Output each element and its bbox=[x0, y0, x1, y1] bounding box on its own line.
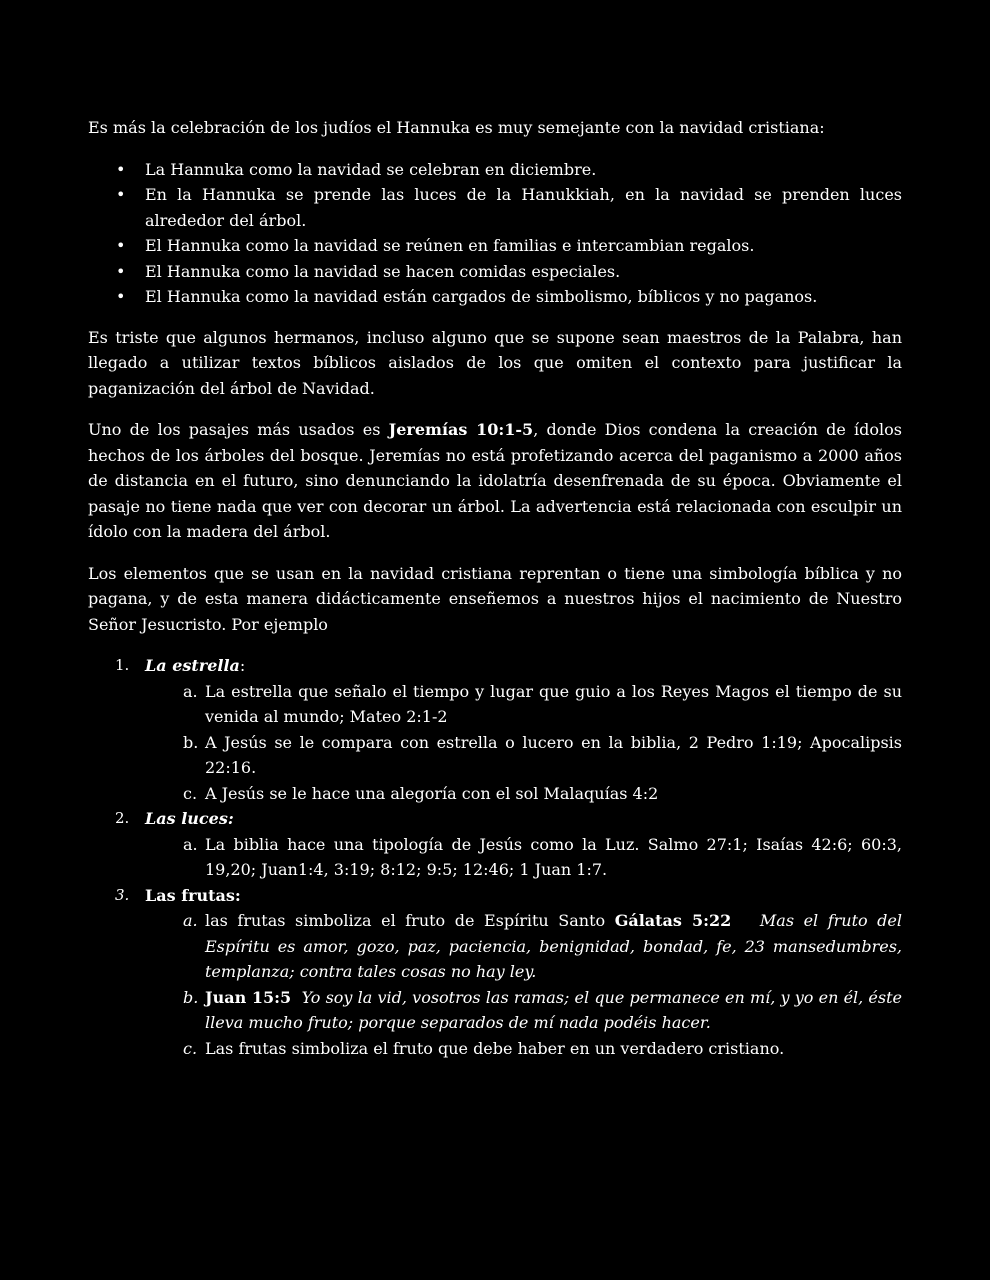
text: : bbox=[239, 656, 246, 675]
sub-list-item bbox=[88, 781, 902, 807]
text: Uno de los pasajes más usados es bbox=[88, 420, 389, 439]
text: las frutas simboliza el fruto de Espíritu Santo bbox=[205, 911, 615, 930]
bible-quote: Yo soy la vid, vosotros las ramas; el que permanece en mí, y yo en él, éste lleva mucho fruto; porque separados de mí nada podéis hacer. bbox=[205, 987, 903, 1032]
bullet-text: La Hannuka como la navidad se celebran en diciembre. bbox=[145, 159, 597, 179]
list-item-title: Las luces: bbox=[145, 809, 234, 828]
sub-list-item bbox=[88, 985, 902, 1036]
list-letter: b. bbox=[183, 987, 199, 1007]
list-item-luces bbox=[88, 806, 902, 883]
text: , donde Dios condena la creación de ídolos hechos de los árboles del bosque. Jeremías no está profetizando acerca del paganismo a 2000 años de distancia en el futuro, sino denunciando la idolatría desenfrenada de su época. Obviamente el pasaje no tiene nada que ver con decorar un árbol. La advertencia está relacionada con esculpir un ídolo con la madera del árbol. bbox=[88, 420, 903, 541]
list-item-frutas bbox=[88, 883, 902, 1062]
text: A Jesús se le hace una alegoría con el sol Malaquías 4:2 bbox=[205, 783, 659, 803]
bullet-icon: • bbox=[116, 287, 126, 306]
bullet-icon: • bbox=[116, 185, 126, 204]
bullet-text: El Hannuka como la navidad están cargados de simbolismo, bíblicos y no paganos. bbox=[145, 287, 818, 306]
bible-quote: Mas el fruto del Espíritu es amor, gozo, paz, paciencia, benignidad, bondad, fe, 23 mansedumbres, templanza; contra tales cosas no hay ley. bbox=[205, 911, 902, 981]
list-item bbox=[88, 259, 902, 285]
list-number: 2. bbox=[115, 809, 130, 827]
bullet-icon: • bbox=[116, 261, 126, 281]
bible-reference: Juan 15:5 bbox=[205, 987, 292, 1007]
bible-reference: Gálatas 5:22 bbox=[614, 911, 732, 930]
list-letter: a. bbox=[183, 911, 198, 930]
list-letter: a. bbox=[183, 834, 198, 854]
sub-list-item bbox=[88, 1036, 902, 1062]
sub-list bbox=[88, 908, 902, 1061]
sub-list-item bbox=[88, 908, 902, 985]
list-item bbox=[88, 284, 902, 310]
list-item bbox=[88, 233, 902, 259]
list-letter: c. bbox=[183, 1038, 198, 1058]
bible-reference: Jeremías 10:1-5 bbox=[388, 420, 534, 439]
comparison-bullet-list bbox=[88, 157, 902, 310]
list-number: 1. bbox=[115, 656, 130, 674]
bullet-text: En la Hannuka se prende las luces de la Hanukkiah, en la navidad se prenden luces alrededor del árbol. bbox=[145, 185, 902, 230]
list-item-title: Las frutas: bbox=[145, 885, 241, 905]
document-page bbox=[88, 115, 902, 1061]
list-item-estrella bbox=[88, 653, 902, 806]
list-letter: a. bbox=[183, 681, 198, 701]
sub-list bbox=[88, 832, 902, 883]
sub-list-item bbox=[88, 832, 902, 883]
text: Las frutas simboliza el fruto que debe haber en un verdadero cristiano. bbox=[205, 1038, 785, 1058]
paragraph-pagan-criticism: Es triste que algunos hermanos, incluso alguno que se supone sean maestros de la Palabra, han llegado a utilizar textos bíblicos aislados de los que omiten el contexto para justificar la paganización del árbol de Navidad. bbox=[88, 327, 902, 398]
bullet-icon: • bbox=[116, 159, 126, 179]
list-number: 3. bbox=[115, 885, 130, 904]
bullet-text: El Hannuka como la navidad se hacen comidas especiales. bbox=[145, 261, 621, 281]
list-item bbox=[88, 182, 902, 233]
list-letter: b. bbox=[183, 732, 199, 752]
bullet-text: El Hannuka como la navidad se reúnen en familias e intercambian regalos. bbox=[145, 236, 755, 255]
sub-list bbox=[88, 679, 902, 807]
paragraph-elements: Los elementos que se usan en la navidad cristiana reprentan o tiene una simbología bíblica y no pagana, y de esta manera didácticamente enseñemos a nuestros hijos el nacimiento de Nuestro Señor Jesucristo. Por ejemplo bbox=[88, 563, 902, 634]
sub-list-item bbox=[88, 679, 902, 730]
text: La biblia hace una tipología de Jesús como la Luz. Salmo 27:1; Isaías 42:6; 60:3, 19,20; Juan1:4, 3:19; 8:12; 9:5; 12:46; 1 Juan 1:7. bbox=[205, 834, 902, 879]
symbols-numbered-list bbox=[88, 653, 902, 1061]
list-letter: c. bbox=[183, 783, 198, 803]
list-item bbox=[88, 157, 902, 183]
bullet-icon: • bbox=[116, 236, 126, 255]
intro-paragraph: Es más la celebración de los judíos el Hannuka es muy semejante con la navidad cristiana: bbox=[88, 118, 825, 137]
list-item-title: La estrella bbox=[145, 656, 240, 675]
text: La estrella que señalo el tiempo y lugar que guio a los Reyes Magos el tiempo de su venida al mundo; Mateo 2:1-2 bbox=[205, 681, 902, 726]
sub-list-item bbox=[88, 730, 902, 781]
text: A Jesús se le compara con estrella o lucero en la biblia, 2 Pedro 1:19; Apocalipsis 22:16. bbox=[205, 732, 902, 777]
paragraph-jeremias bbox=[88, 417, 902, 545]
